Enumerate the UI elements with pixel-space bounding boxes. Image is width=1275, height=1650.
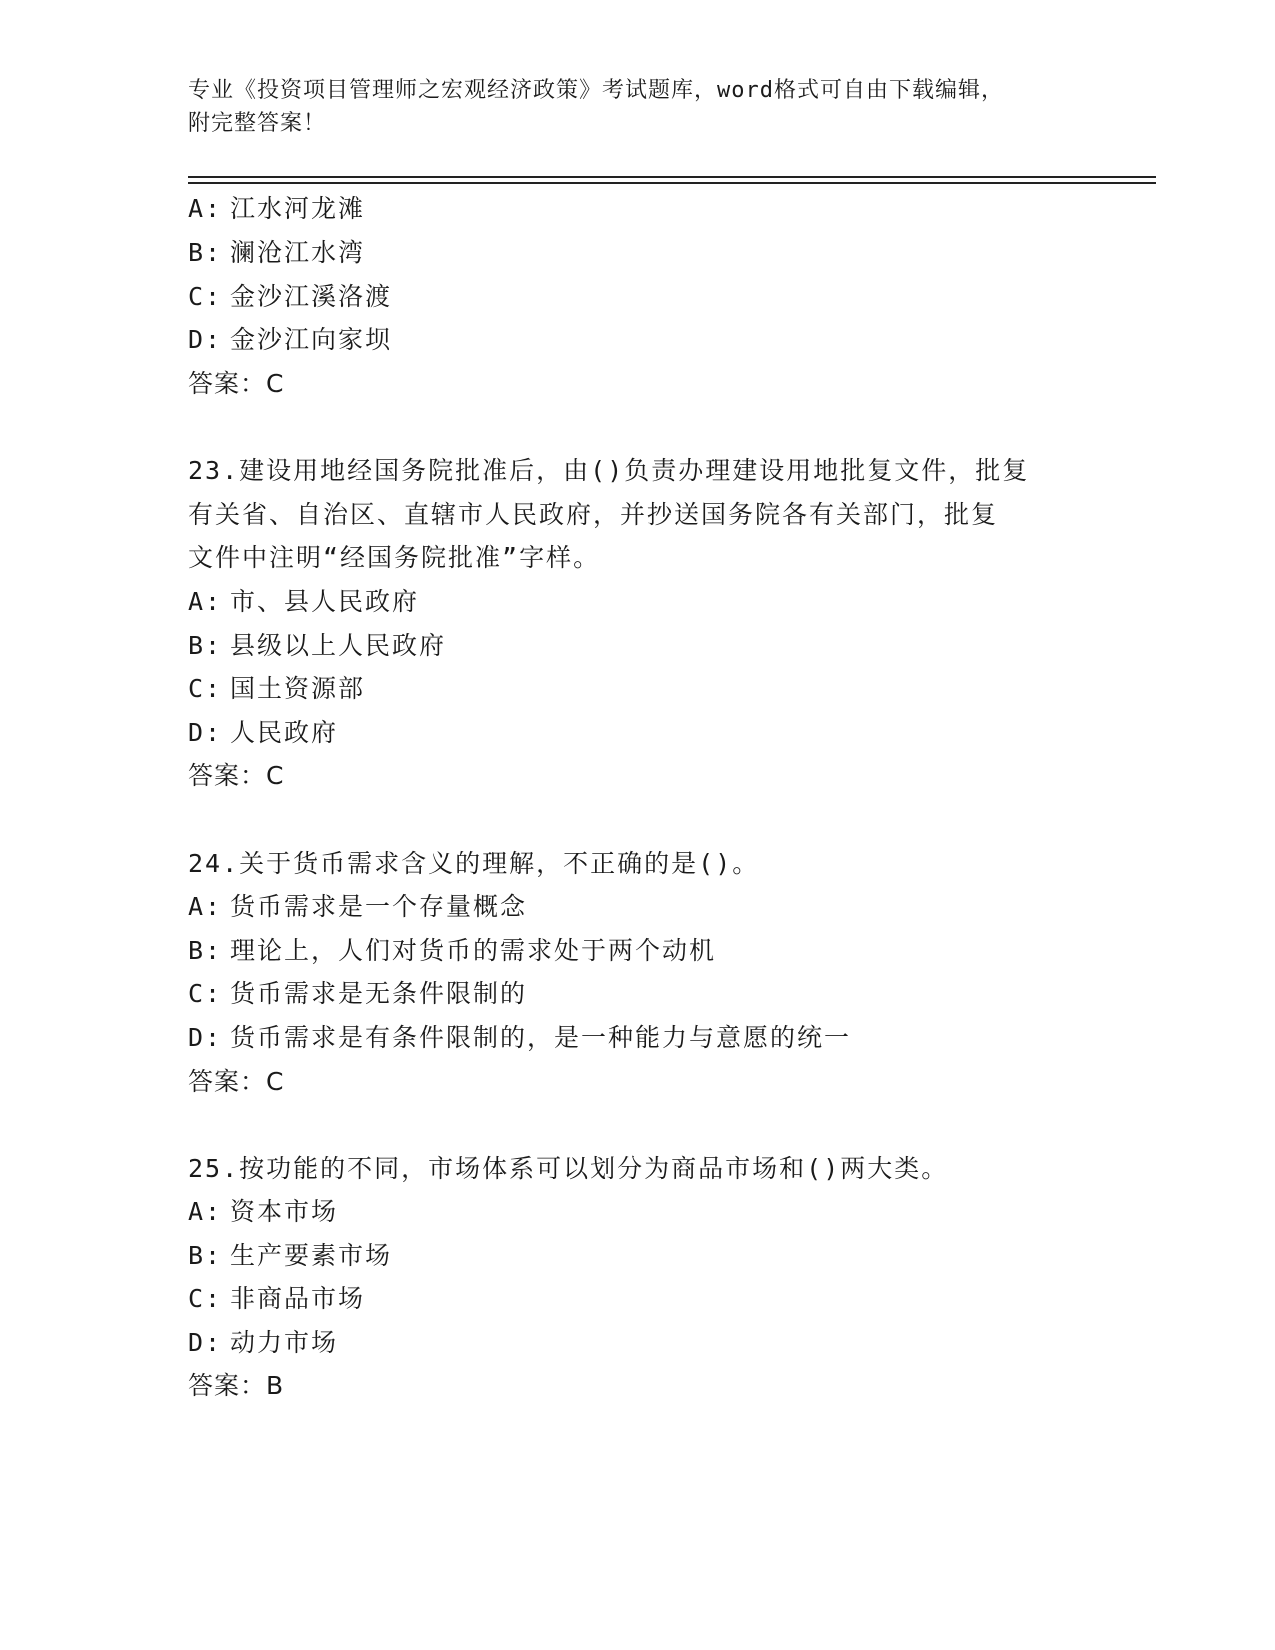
q24-option-b: B: 理论上，人们对货币的需求处于两个动机: [188, 936, 717, 965]
q23-answer: 答案：C: [188, 761, 285, 790]
q25-option-a: A: 资本市场: [188, 1197, 339, 1226]
q23-option-a: A: 市、县人民政府: [188, 587, 420, 616]
q24-stem: 24.关于货币需求含义的理解，不正确的是()。: [188, 849, 760, 878]
q24-option-a: A: 货币需求是一个存量概念: [188, 892, 528, 921]
q23-stem-line-1: 23.建设用地经国务院批准后，由()负责办理建设用地批复文件，批复: [188, 456, 1030, 485]
q25-answer: 答案：B: [188, 1371, 285, 1400]
header-line-2: 附完整答案！: [188, 111, 327, 136]
q24-option-d: D: 货币需求是有条件限制的，是一种能力与意愿的统一: [188, 1023, 852, 1052]
q23-option-c: C: 国土资源部: [188, 674, 366, 703]
q22-option-a: A: 江水河龙滩: [188, 194, 366, 223]
q24-option-c: C: 货币需求是无条件限制的: [188, 979, 528, 1008]
header-divider-top: [188, 176, 1156, 178]
q25-option-d: D: 动力市场: [188, 1328, 339, 1357]
q23-stem-line-2: 有关省、自治区、直辖市人民政府，并抄送国务院各有关部门，批复: [188, 500, 999, 529]
q23-option-b: B: 县级以上人民政府: [188, 631, 447, 660]
q23-option-d: D: 人民政府: [188, 718, 339, 747]
q22-option-c: C: 金沙江溪洛渡: [188, 282, 393, 311]
q24-answer: 答案：C: [188, 1067, 285, 1096]
q25-stem: 25.按功能的不同，市场体系可以划分为商品市场和()两大类。: [188, 1154, 949, 1183]
q22-answer: 答案：C: [188, 369, 285, 398]
q22-option-b: B: 澜沧江水湾: [188, 238, 366, 267]
q25-option-b: B: 生产要素市场: [188, 1241, 393, 1270]
document-header: [188, 74, 1088, 140]
q22-option-d: D: 金沙江向家坝: [188, 325, 393, 354]
q23-stem-line-3: 文件中注明“经国务院批准”字样。: [188, 543, 601, 572]
q25-option-c: C: 非商品市场: [188, 1284, 366, 1313]
header-line-1: 专业《投资项目管理师之宏观经济政策》考试题库，word格式可自由下载编辑，: [188, 78, 1004, 103]
header-divider-bottom: [188, 182, 1156, 184]
